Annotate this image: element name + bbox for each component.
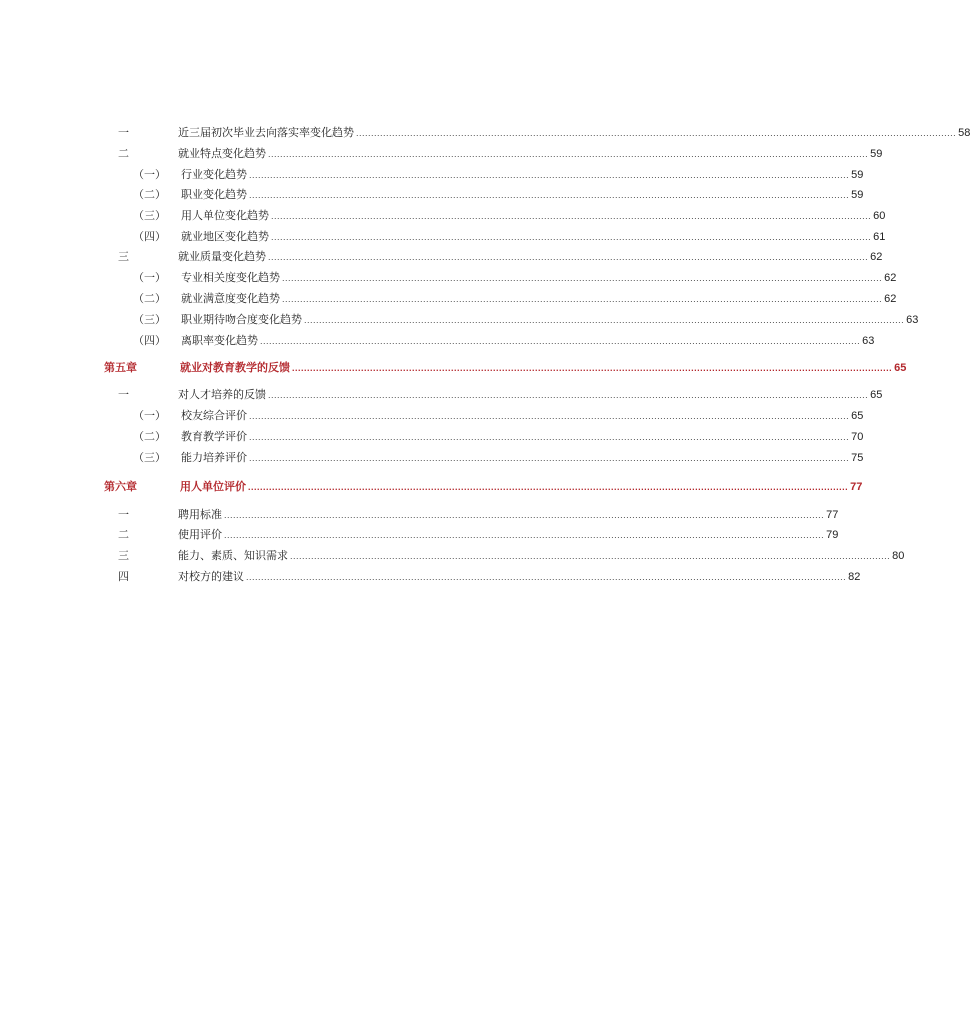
toc-entry-title: 职业变化趋势 bbox=[181, 188, 247, 201]
toc-entry-number: （三） bbox=[133, 451, 166, 464]
toc-entry[interactable] bbox=[0, 332, 875, 350]
toc-entry-page: 62 bbox=[884, 272, 897, 284]
toc-entry-page: 59 bbox=[870, 148, 883, 160]
toc-entry-number: 二 bbox=[118, 528, 129, 541]
toc-entry-page: 62 bbox=[884, 293, 897, 305]
toc-entry-number: （二） bbox=[133, 188, 166, 201]
toc-entry-number: 一 bbox=[118, 126, 129, 139]
toc-entry-page: 60 bbox=[873, 210, 886, 222]
toc-entry-title: 教育教学评价 bbox=[181, 430, 247, 443]
dot-leader: ........................................................................................................................................................................................................ bbox=[249, 411, 850, 421]
toc-entry-title: 对校方的建议 bbox=[178, 570, 244, 583]
toc-entry-title: 用人单位变化趋势 bbox=[181, 209, 269, 222]
dot-leader: ........................................................................................................................................................................................................ bbox=[268, 390, 869, 400]
toc-entry-number: 一 bbox=[118, 508, 129, 521]
dot-leader: ........................................................................................................................................................................................................ bbox=[246, 572, 847, 582]
toc-entry-title: 对人才培养的反馈 bbox=[178, 388, 266, 401]
toc-chapter-page: 65 bbox=[894, 362, 907, 374]
toc-entry-page: 75 bbox=[851, 452, 864, 464]
dot-leader: ........................................................................................................................................................................................................ bbox=[271, 232, 872, 242]
toc-entry-number: （二） bbox=[133, 292, 166, 305]
toc-entry-number: （四） bbox=[133, 230, 166, 243]
toc-entry-title: 就业特点变化趋势 bbox=[178, 147, 266, 160]
toc-entry-title: 近三届初次毕业去向落实率变化趋势 bbox=[178, 126, 354, 139]
toc-entry[interactable] bbox=[0, 145, 883, 163]
toc-entry-page: 61 bbox=[873, 231, 886, 243]
dot-leader: ........................................................................................................................................................................................................ bbox=[304, 315, 905, 325]
dot-leader: ........................................................................................................................................................................................................ bbox=[282, 294, 883, 304]
toc-entry-number: 四 bbox=[118, 570, 129, 583]
toc-entry[interactable] bbox=[0, 290, 897, 308]
toc-entry-number: （三） bbox=[133, 209, 166, 222]
toc-chapter-entry[interactable] bbox=[0, 478, 863, 496]
dot-leader: ........................................................................................................................................................................................................ bbox=[249, 432, 850, 442]
dot-leader: ........................................................................................................................................................................................................ bbox=[224, 530, 825, 540]
toc-chapter-number: 第六章 bbox=[104, 480, 137, 493]
toc-entry-number: 三 bbox=[118, 549, 129, 562]
toc-entry[interactable] bbox=[0, 186, 864, 204]
toc-entry-number: 二 bbox=[118, 147, 129, 160]
toc-entry[interactable] bbox=[0, 207, 886, 225]
toc-entry-page: 59 bbox=[851, 189, 864, 201]
toc-chapter-entry[interactable] bbox=[0, 359, 907, 377]
toc-entry-title: 聘用标准 bbox=[178, 508, 222, 521]
dot-leader: ........................................................................................................................................................................................................ bbox=[290, 551, 891, 561]
toc-entry-title: 离职率变化趋势 bbox=[181, 334, 258, 347]
dot-leader: ........................................................................................................................................................................................................ bbox=[268, 252, 869, 262]
toc-entry[interactable] bbox=[0, 547, 905, 565]
toc-entry-number: （二） bbox=[133, 430, 166, 443]
toc-entry[interactable] bbox=[0, 166, 864, 184]
toc-entry[interactable] bbox=[0, 568, 861, 586]
toc-entry-title: 能力培养评价 bbox=[181, 451, 247, 464]
toc-entry[interactable] bbox=[0, 506, 839, 524]
toc-entry-number: （四） bbox=[133, 334, 166, 347]
toc-chapter-page: 77 bbox=[850, 481, 863, 493]
dot-leader: ........................................................................................................................................................................................................ bbox=[260, 336, 861, 346]
toc-entry-page: 79 bbox=[826, 529, 839, 541]
dot-leader: ........................................................................................................................................................................................................ bbox=[356, 128, 957, 138]
toc-entry-page: 63 bbox=[906, 314, 919, 326]
toc-entry-title: 行业变化趋势 bbox=[181, 168, 247, 181]
toc-entry[interactable] bbox=[0, 311, 919, 329]
toc-chapter-number: 第五章 bbox=[104, 361, 137, 374]
toc-entry-title: 专业相关度变化趋势 bbox=[181, 271, 280, 284]
toc-entry[interactable] bbox=[0, 526, 839, 544]
toc-entry[interactable] bbox=[0, 269, 897, 287]
dot-leader: ........................................................................................................................................................................................................ bbox=[249, 190, 850, 200]
toc-entry-number: （三） bbox=[133, 313, 166, 326]
toc-entry-title: 职业期待吻合度变化趋势 bbox=[181, 313, 302, 326]
toc-entry-number: 三 bbox=[118, 250, 129, 263]
toc-entry-page: 63 bbox=[862, 335, 875, 347]
toc-entry-page: 82 bbox=[848, 571, 861, 583]
toc-entry-page: 62 bbox=[870, 251, 883, 263]
toc-chapter-title: 用人单位评价 bbox=[180, 480, 246, 493]
toc-entry-title: 能力、素质、知识需求 bbox=[178, 549, 288, 562]
toc-entry-number: （一） bbox=[133, 168, 166, 181]
toc-entry-title: 校友综合评价 bbox=[181, 409, 247, 422]
toc-entry-number: （一） bbox=[133, 271, 166, 284]
toc-entry-number: （一） bbox=[133, 409, 166, 422]
toc-entry-title: 使用评价 bbox=[178, 528, 222, 541]
toc-entry-number: 一 bbox=[118, 388, 129, 401]
dot-leader: ........................................................................................................................................................................................................ bbox=[224, 510, 825, 520]
dot-leader: ........................................................................................................................................................................................................ bbox=[268, 149, 869, 159]
toc-entry-title: 就业质量变化趋势 bbox=[178, 250, 266, 263]
toc-entry-page: 70 bbox=[851, 431, 864, 443]
toc-entry-page: 65 bbox=[851, 410, 864, 422]
toc-entry[interactable] bbox=[0, 407, 864, 425]
dot-leader: ........................................................................................................................................................................................................ bbox=[249, 453, 850, 463]
dot-leader: ........................................................................................................................................................................................................ bbox=[271, 211, 872, 221]
toc-entry-page: 59 bbox=[851, 169, 864, 181]
dot-leader: ........................................................................................................................................................................................................ bbox=[282, 273, 883, 283]
toc-entry[interactable] bbox=[0, 124, 970, 142]
toc-entry-title: 就业地区变化趋势 bbox=[181, 230, 269, 243]
toc-entry-page: 65 bbox=[870, 389, 883, 401]
toc-entry[interactable] bbox=[0, 449, 864, 467]
dot-leader: ........................................................................................................................................................................................................ bbox=[248, 482, 849, 492]
toc-entry[interactable] bbox=[0, 228, 886, 246]
toc-entry-page: 77 bbox=[826, 509, 839, 521]
dot-leader: ........................................................................................................................................................................................................ bbox=[249, 170, 850, 180]
toc-entry-page: 80 bbox=[892, 550, 905, 562]
toc-entry[interactable] bbox=[0, 428, 864, 446]
toc-chapter-title: 就业对教育教学的反馈 bbox=[180, 361, 290, 374]
toc-entry-page: 58 bbox=[958, 127, 970, 139]
dot-leader: ........................................................................................................................................................................................................ bbox=[292, 363, 893, 373]
toc-entry[interactable] bbox=[0, 386, 883, 404]
toc-entry[interactable] bbox=[0, 248, 883, 266]
toc-entry-title: 就业满意度变化趋势 bbox=[181, 292, 280, 305]
